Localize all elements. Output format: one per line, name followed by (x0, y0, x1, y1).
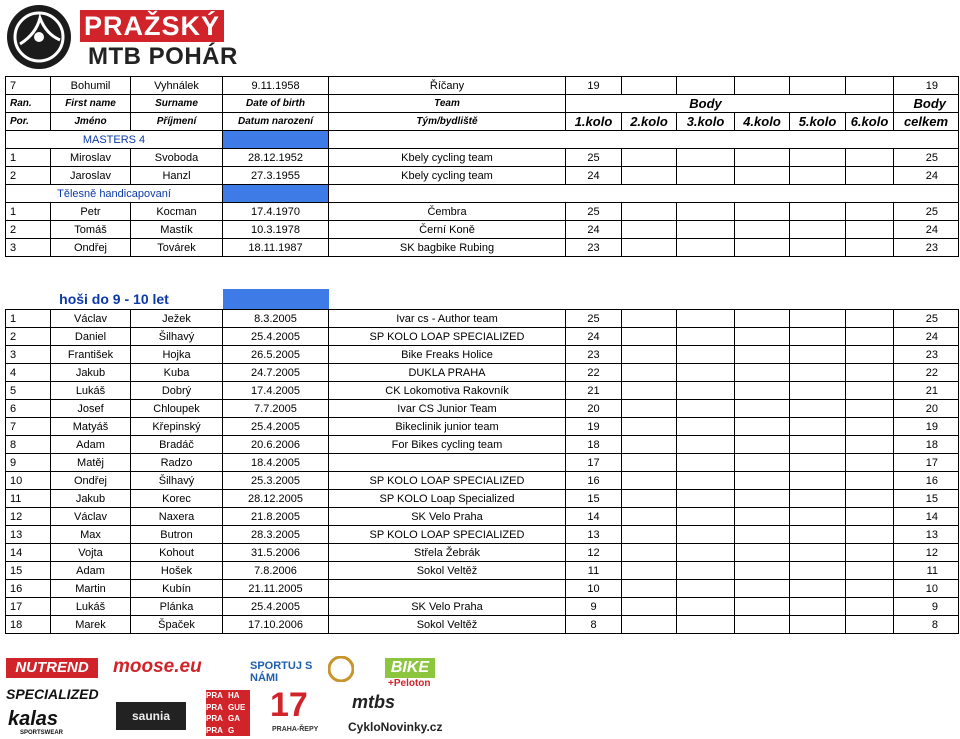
kalas-sub: SPORTSWEAR (20, 730, 64, 736)
specialized-logo: SPECIALIZED (6, 686, 99, 702)
saunia-logo: saunia (116, 702, 186, 730)
table-row: 12 Václav Naxera 21.8.2005 SK Velo Praha 14 14 (6, 508, 959, 526)
table-row: 13 Max Butron 28.3.2005 SP KOLO LOAP SPECIALIZED 13 13 (6, 526, 959, 544)
table-row: 7 Bohumil Vyhnálek 9.11.1958 Říčany 19 19 (6, 77, 959, 95)
body-header: Body (677, 95, 735, 113)
table-row: 6 Josef Chloupek 7.7.2005 Ivar CS Junior Team 20 20 (6, 400, 959, 418)
section-title: hoši do 9 - 10 let (6, 289, 223, 310)
peloton-logo: +Peloton (388, 678, 431, 689)
table-row: 9 Matěj Radzo 18.4.2005 17 17 (6, 454, 959, 472)
table-row: 1 Miroslav Svoboda 28.12.1952 Kbely cycling team 25 25 (6, 149, 959, 167)
table-row: 7 Matyáš Křepinský 25.4.2005 Bikeclinik junior team 19 19 (6, 418, 959, 436)
table-row: 8 Adam Bradáč 20.6.2006 For Bikes cycling team 18 18 (6, 436, 959, 454)
table-row: 11 Jakub Korec 28.12.2005 SP KOLO Loap Specialized 15 15 (6, 490, 959, 508)
sponsor-logos (0, 650, 960, 739)
kalas-logo: kalas (8, 708, 59, 730)
table-row: 3 Ondřej Továrek 18.11.1987 SK bagbike Rubing 23 23 (6, 239, 959, 257)
sportuj-logo: SPORTUJ S NÁMI (250, 660, 313, 684)
mtbs-logo: mtbs (352, 692, 396, 712)
table-row: 3 František Hojka 26.5.2005 Bike Freaks Holice 23 23 (6, 346, 959, 364)
section-header (6, 289, 959, 310)
praha17-sub: PRAHA-ŘEPY (272, 726, 319, 733)
results-table (5, 76, 959, 634)
badge-icon (328, 656, 354, 682)
table-row: 17 Lukáš Plánka 25.4.2005 SK Velo Praha 9 9 (6, 598, 959, 616)
section-header (6, 185, 959, 203)
moose-logo: moose.eu (113, 656, 202, 677)
table-row: 1 Václav Ježek 8.3.2005 Ivar cs - Author team 25 25 (6, 310, 959, 328)
logo-title: PRAŽSKÝ (80, 10, 224, 42)
table-row: 10 Ondřej Šilhavý 25.3.2005 SP KOLO LOAP SPECIALIZED 16 16 (6, 472, 959, 490)
section-title: Tělesně handicapovaní (6, 185, 223, 203)
table-row: 18 Marek Špaček 17.10.2006 Sokol Veltěž 8 8 (6, 616, 959, 634)
nutrend-logo: NUTREND (6, 658, 98, 678)
table-row: 15 Adam Hošek 7.8.2006 Sokol Veltěž 11 11 (6, 562, 959, 580)
logo-subtitle: MTB POHÁR (88, 43, 238, 70)
table-row: 1 Petr Kocman 17.4.1970 Čembra 25 25 (6, 203, 959, 221)
table-row: 2 Jaroslav Hanzl 27.3.1955 Kbely cycling team 24 24 (6, 167, 959, 185)
section-title: MASTERS 4 (6, 131, 223, 149)
table-row: 5 Lukáš Dobrý 17.4.2005 CK Lokomotiva Rakovník 21 21 (6, 382, 959, 400)
table-row: 4 Jakub Kuba 24.7.2005 DUKLA PRAHA 22 22 (6, 364, 959, 382)
praha-logo: PRA HA PRA GUE PRA GA PRA G (206, 690, 250, 736)
header-row-en: Ran. First name Surname Date of birth Team Body Body (6, 95, 959, 113)
section-header (6, 131, 959, 149)
logo (6, 4, 246, 70)
bike-logo: BIKE (385, 658, 435, 678)
praha17-logo: 17 (270, 686, 308, 724)
cyklonovinky-logo: CykloNovinky.cz (348, 720, 443, 734)
header-row-cz: Por. Jméno Příjmení Datum narození Tým/bydliště 1.kolo 2.kolo 3.kolo 4.kolo 5.kolo 6.kolo celkem (6, 113, 959, 131)
table-row: 2 Daniel Šilhavý 25.4.2005 SP KOLO LOAP SPECIALIZED 24 24 (6, 328, 959, 346)
table-row: 2 Tomáš Mastík 10.3.1978 Černí Koně 24 24 (6, 221, 959, 239)
table-row: 16 Martin Kubín 21.11.2005 10 10 (6, 580, 959, 598)
table-row: 14 Vojta Kohout 31.5.2006 Střela Žebrák 12 12 (6, 544, 959, 562)
bike-logo-icon (6, 4, 72, 70)
